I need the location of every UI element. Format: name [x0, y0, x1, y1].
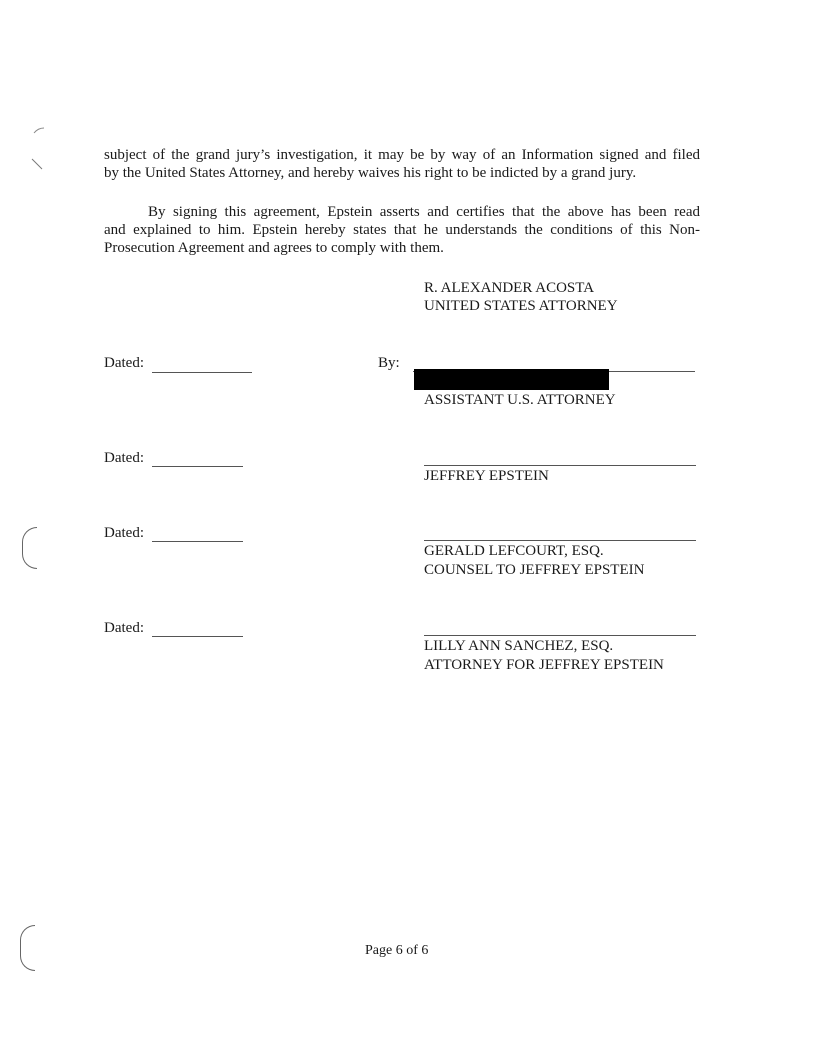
dated-label: Dated: — [104, 355, 144, 371]
signature-line — [424, 465, 696, 466]
assistant-us-attorney-title: ASSISTANT U.S. ATTORNEY — [424, 392, 616, 408]
paragraph-line: Prosecution Agreement and agrees to comply with them. — [104, 240, 444, 256]
paragraph-line: subject of the grand jury’s investigation, it may be by way of an Information signed and filed — [104, 147, 700, 163]
lefcourt-name: GERALD LEFCOURT, ESQ. — [424, 543, 604, 559]
lefcourt-title: COUNSEL TO JEFFREY EPSTEIN — [424, 562, 645, 578]
dated-label: Dated: — [104, 450, 144, 466]
binder-hole-mark — [22, 527, 37, 569]
signature-line — [424, 540, 696, 541]
page-number: Page 6 of 6 — [365, 943, 429, 958]
paragraph-certification — [104, 203, 700, 257]
paragraph-line: and explained to him. Epstein hereby states that he understands the conditions of this Non- — [104, 222, 700, 238]
us-attorney-title: UNITED STATES ATTORNEY — [424, 298, 618, 314]
scan-artifact-mark — [28, 125, 48, 175]
paragraph-line: By signing this agreement, Epstein asserts and certifies that the above has been read — [148, 204, 700, 220]
jeffrey-epstein-name: JEFFREY EPSTEIN — [424, 468, 549, 484]
signature-line — [424, 635, 696, 636]
paragraph-grand-jury-waiver — [104, 146, 700, 182]
date-line — [152, 466, 243, 467]
paragraph-line: by the United States Attorney, and hereby waives his right to be indicted by a grand jury. — [104, 165, 637, 181]
dated-label: Dated: — [104, 525, 144, 541]
binder-hole-mark — [20, 925, 35, 971]
date-line — [152, 541, 243, 542]
date-line — [152, 372, 252, 373]
sanchez-name: LILLY ANN SANCHEZ, ESQ. — [424, 638, 614, 654]
sanchez-title: ATTORNEY FOR JEFFREY EPSTEIN — [424, 657, 664, 673]
date-line — [152, 636, 243, 637]
us-attorney-name: R. ALEXANDER ACOSTA — [424, 280, 595, 296]
dated-label: Dated: — [104, 620, 144, 636]
by-label: By: — [378, 355, 400, 371]
redaction-box — [414, 369, 609, 390]
